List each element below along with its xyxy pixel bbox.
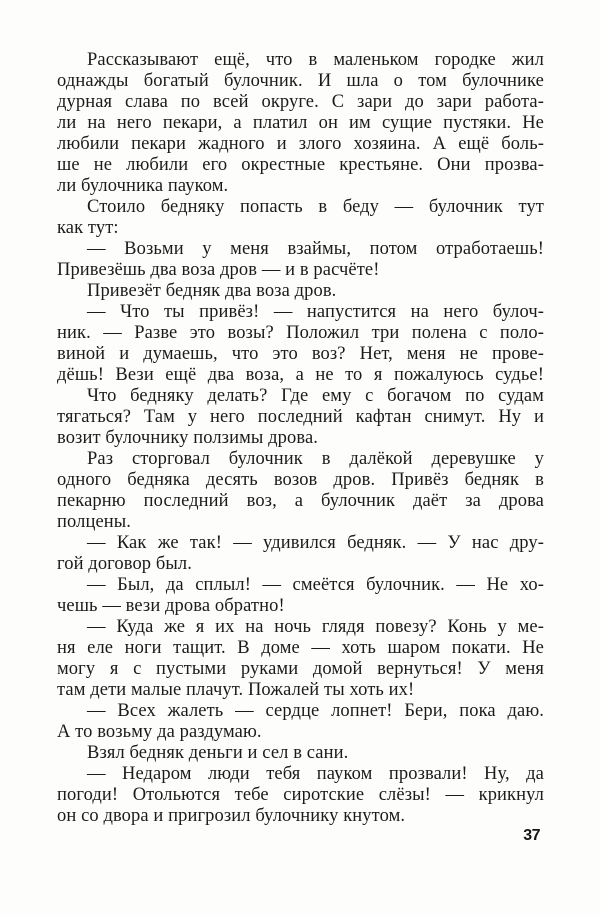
text-line: ли булочника пауком. — [57, 176, 229, 196]
text-line: — Недаром люди тебя пауком прозвали! Ну, да — [87, 764, 544, 784]
story-text — [57, 50, 544, 827]
text-line: — Всех жалеть — сердце лопнет! Бери, пока даю. — [87, 701, 544, 721]
text-line: любили пекари жадного и злого хозяина. А ещё боль- — [57, 134, 544, 154]
text-line: одного бедняка десять возов дров. Привёз бедняк в — [57, 470, 544, 490]
text-line: погоди! Отольются тебе сиротские слёзы! — крикнул — [57, 785, 544, 805]
text-line: полцены. — [57, 512, 132, 532]
text-line: там дети малые плачут. Пожалей ты хоть их! — [57, 680, 415, 700]
text-line: — Был, да сплыл! — смеётся булочник. — Не хо- — [87, 575, 544, 595]
text-line: чешь — вези дрова обратно! — [57, 596, 285, 616]
text-line: дёшь! Вези ещё два воза, а не то я пожалуюсь судье! — [57, 365, 544, 385]
text-line: Взял бедняк деньги и сел в сани. — [87, 743, 349, 763]
text-line: ня еле ноги тащит. В доме — хоть шаром покати. Не — [57, 638, 544, 658]
text-line: могу я с пустыми руками домой вернуться! У меня — [57, 659, 544, 679]
text-line: — Куда же я их на ночь глядя повезу? Конь у ме- — [87, 617, 544, 637]
text-line: гой договор был. — [57, 554, 192, 574]
text-line: — Что ты привёз! — напустится на него булоч- — [87, 302, 544, 322]
text-line: возит булочнику ползимы дрова. — [57, 428, 318, 448]
page-number: 37 — [523, 827, 540, 844]
text-line: — Возьми у меня взаймы, потом отработаешь! — [87, 239, 544, 259]
text-line: ли на него пекари, а платил он им сущие пустяки. Не — [57, 113, 544, 133]
text-line: пекарню последний воз, а булочник даёт за дрова — [57, 491, 544, 511]
text-line: ник. — Разве это возы? Положил три полена с поло- — [57, 323, 544, 343]
text-line: Что бедняку делать? Где ему с богачом по судам — [87, 386, 544, 406]
text-line: — Как же так! — удивился бедняк. — У нас дру- — [87, 533, 544, 553]
text-line: как тут: — [57, 218, 119, 238]
text-line: Стоило бедняку попасть в беду — булочник тут — [87, 197, 544, 217]
text-line: Раз сторговал булочник в далёкой деревушке у — [87, 449, 544, 469]
text-line: тягаться? Там у него последний кафтан снимут. Ну и — [57, 407, 544, 427]
text-line: Привезёшь два воза дров — и в расчёте! — [57, 260, 380, 280]
text-line: дурная слава по всей округе. С зари до зари работа- — [57, 92, 544, 112]
text-line: Рассказывают ещё, что в маленьком городке жил — [87, 50, 544, 70]
text-line: А то возьму да раздумаю. — [57, 722, 262, 742]
text-line: виной и думаешь, что это воз? Нет, меня не прове- — [57, 344, 544, 364]
text-line: ше не любили его окрестные крестьяне. Они прозва- — [57, 155, 544, 175]
text-line: однажды богатый булочник. И шла о том булочнике — [57, 71, 544, 91]
text-line: он со двора и пригрозил булочнику кнутом. — [57, 806, 406, 826]
text-line: Привезёт бедняк два воза дров. — [87, 281, 337, 301]
